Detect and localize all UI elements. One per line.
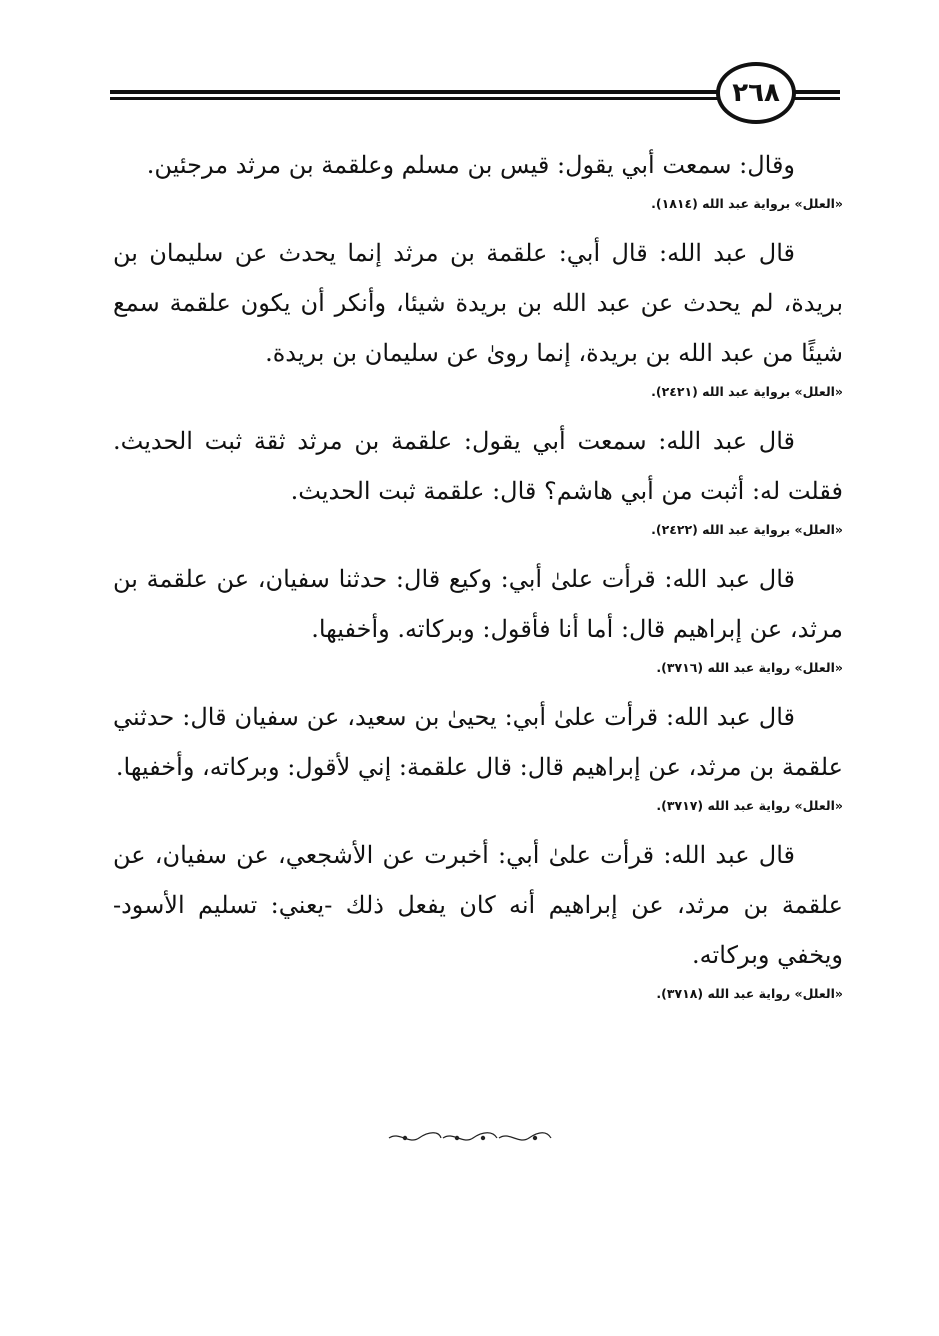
- entry-source: «العلل» رواية عبد الله (٣٧١٨).: [656, 986, 843, 1001]
- page-body: [113, 140, 843, 1018]
- header-rule: [110, 90, 782, 101]
- page-header: [110, 62, 840, 132]
- entry-text: قال عبد الله: قال أبي: علقمة بن مرثد إنما يحدث عن سليمان بن بريدة، لم يحدث عن عبد الله بن بريدة شيئا، وأنكر أن يكون علقمة سمع شيئًا من عبد الله بن بريدة، إنما روىٰ عن سليمان بن بريدة.: [113, 239, 843, 367]
- entry-source: «العلل» برواية عبد الله (٢٤٢١).: [651, 384, 843, 399]
- entry: [113, 692, 843, 816]
- entry-text: وقال: سمعت أبي يقول: قيس بن مسلم وعلقمة بن مرثد مرجئين.: [146, 151, 795, 179]
- entry-text: قال عبد الله: قرأت علىٰ أبي: يحيىٰ بن سعيد، عن سفيان قال: حدثني علقمة بن مرثد، عن إبراهيم قال: قال علقمة: إني لأقول: وبركاته، وأخفيها.: [113, 703, 843, 781]
- entry-source: «العلل» رواية عبد الله (٣٧١٧).: [656, 798, 843, 813]
- entry-source: «العلل» برواية عبد الله (١٨١٤).: [651, 196, 843, 211]
- entry-text: قال عبد الله: قرأت علىٰ أبي: أخبرت عن الأشجعي، عن سفيان، عن علقمة بن مرثد، عن إبراهيم أنه كان يفعل ذلك -يعني: تسليم الأسود- ويخفي وبركاته.: [113, 841, 843, 969]
- page-number-badge: [716, 62, 796, 124]
- entry: [113, 554, 843, 678]
- header-rule-tail: [794, 90, 840, 101]
- entry-text: قال عبد الله: قرأت علىٰ أبي: وكيع قال: حدثنا سفيان، عن علقمة بن مرثد، عن إبراهيم قال: أما أنا فأقول: وبركاته. وأخفيها.: [113, 565, 843, 643]
- entry: [113, 416, 843, 540]
- entry: [113, 830, 843, 1004]
- entry: [113, 140, 843, 214]
- entry-text: قال عبد الله: سمعت أبي يقول: علقمة بن مرثد ثقة ثبت الحديث. فقلت له: أثبت من أبي هاشم؟ قال: علقمة ثبت الحديث.: [113, 427, 843, 505]
- page-number: ٢٦٨: [732, 78, 780, 108]
- entry: [113, 228, 843, 402]
- entry-source: «العلل» برواية عبد الله (٢٤٢٢).: [651, 522, 843, 537]
- end-ornament: [385, 1130, 555, 1146]
- entry-source: «العلل» رواية عبد الله (٣٧١٦).: [656, 660, 843, 675]
